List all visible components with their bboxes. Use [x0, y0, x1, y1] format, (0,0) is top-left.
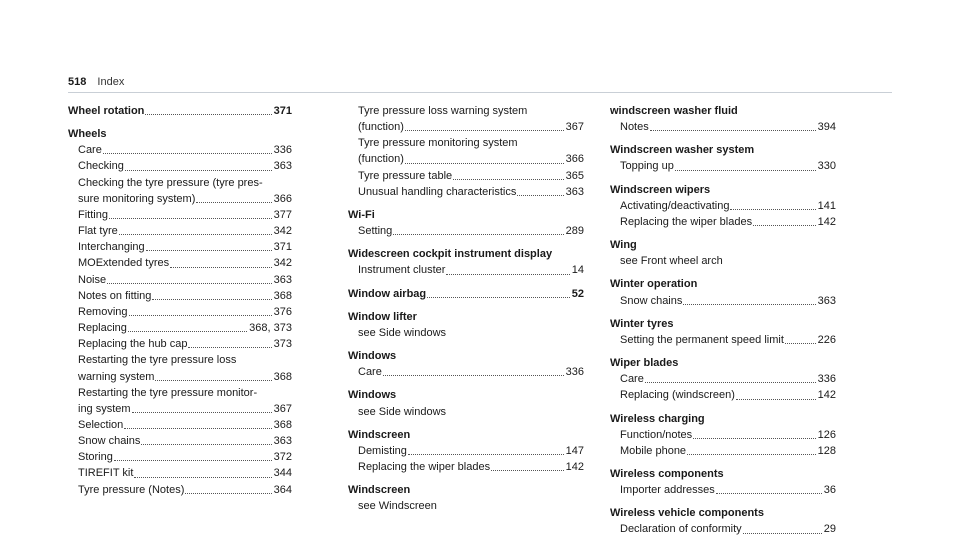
index-heading: Window lifter: [348, 310, 417, 323]
index-subentry[interactable]: TIREFIT kit 344: [78, 467, 292, 480]
index-heading[interactable]: Window airbag 52: [348, 287, 584, 300]
index-see-ref[interactable]: see Windscreen: [358, 500, 437, 513]
index-heading: Winter operation: [610, 278, 698, 291]
index-subentry[interactable]: Flat tyre 342: [78, 225, 292, 238]
index-subentry[interactable]: Snow chains 363: [620, 294, 836, 307]
index-subentry[interactable]: (function) 367: [358, 121, 584, 134]
index-heading: Windscreen: [348, 484, 411, 497]
index-subentry-line: Tyre pressure monitoring system: [358, 137, 518, 150]
page-ref: 371: [273, 105, 292, 117]
index-subentry[interactable]: Snow chains 363: [78, 435, 292, 448]
index-subentry[interactable]: Replacing the wiper blades 142: [358, 460, 584, 473]
index-column-1: [68, 103, 292, 498]
index-subentry[interactable]: Tyre pressure (Notes) 364: [78, 483, 292, 496]
page-number: 518: [68, 76, 87, 88]
index-heading: Wireless components: [610, 467, 724, 480]
header-divider: [68, 92, 892, 93]
index-subentry[interactable]: sure monitoring system) 366: [78, 192, 292, 205]
index-subentry[interactable]: Instrument cluster 14: [358, 264, 584, 277]
index-heading: Windscreen wipers: [610, 183, 711, 196]
index-subentry[interactable]: Replacing the hub cap 373: [78, 338, 292, 351]
index-subentry[interactable]: Mobile phone 128: [620, 444, 836, 457]
index-subentry[interactable]: Replacing (windscreen) 142: [620, 389, 836, 402]
index-heading: Windscreen: [348, 428, 411, 441]
index-subentry[interactable]: Checking 363: [78, 160, 292, 173]
index-subentry[interactable]: Demisting 147: [358, 444, 584, 457]
index-subentry-line: Tyre pressure loss warning system: [358, 105, 528, 117]
index-subentry[interactable]: Tyre pressure table 365: [358, 169, 584, 182]
index-subentry[interactable]: Importer addresses 36: [620, 484, 836, 497]
page-header: [68, 76, 124, 88]
index-subentry-line: Checking the tyre pressure (tyre pres-: [78, 176, 263, 189]
index-see-ref[interactable]: see Side windows: [358, 405, 447, 418]
index-subentry[interactable]: (function) 366: [358, 153, 584, 166]
index-see-ref[interactable]: see Front wheel arch: [620, 255, 723, 268]
index-heading: Windscreen washer system: [610, 144, 755, 157]
index-subentry[interactable]: Declaration of conformity 29: [620, 523, 836, 536]
index-heading: Wireless vehicle components: [610, 507, 764, 520]
index-subentry[interactable]: Activating/deactivating 141: [620, 199, 836, 212]
index-subentry[interactable]: Notes on fitting 368: [78, 289, 292, 302]
index-subentry[interactable]: ing system 367: [78, 402, 292, 415]
index-subentry[interactable]: Replacing the wiper blades 142: [620, 215, 836, 228]
index-subentry[interactable]: Removing 376: [78, 305, 292, 318]
index-subentry-line: Restarting the tyre pressure monitor-: [78, 386, 258, 399]
index-heading: Wireless charging: [610, 412, 705, 425]
index-subentry[interactable]: Care 336: [620, 373, 836, 386]
index-heading: Windows: [348, 350, 397, 363]
index-column-3: [610, 103, 836, 538]
index-subentry[interactable]: Setting the permanent speed limit 226: [620, 333, 836, 346]
index-heading: Widescreen cockpit instrument display: [348, 248, 553, 261]
index-subentry[interactable]: Noise 363: [78, 273, 292, 286]
index-see-ref[interactable]: see Side windows: [358, 326, 447, 339]
index-subentry[interactable]: Unusual handling characteristics 363: [358, 185, 584, 198]
index-heading: Winter tyres: [610, 317, 674, 330]
index-column-2: [348, 103, 584, 514]
section-title: Index: [97, 76, 125, 88]
index-heading: Wi-Fi: [348, 208, 375, 221]
index-subentry[interactable]: Care 336: [78, 144, 292, 157]
index-subentry[interactable]: Selection 368: [78, 418, 292, 431]
index-subentry-line: Restarting the tyre pressure loss: [78, 354, 237, 367]
index-subentry[interactable]: Interchanging 371: [78, 241, 292, 254]
index-subentry[interactable]: Topping up 330: [620, 160, 836, 173]
index-subentry[interactable]: Notes 394: [620, 121, 836, 134]
index-heading: Windows: [348, 389, 397, 402]
index-heading: Wheels: [68, 128, 107, 141]
index-subentry[interactable]: Replacing 368, 373: [78, 322, 292, 335]
index-subentry[interactable]: Setting 289: [358, 225, 584, 238]
index-subentry[interactable]: Function/notes 126: [620, 428, 836, 441]
index-heading[interactable]: Wheel rotation 371: [68, 103, 292, 119]
index-subentry[interactable]: Care 336: [358, 366, 584, 379]
index-heading: Wiper blades: [610, 357, 679, 370]
index-subentry[interactable]: Fitting 377: [78, 208, 292, 221]
index-subentry[interactable]: MOExtended tyres 342: [78, 257, 292, 270]
index-heading: Wing: [610, 239, 637, 252]
index-subentry[interactable]: Storing 372: [78, 451, 292, 464]
index-heading: windscreen washer fluid: [610, 105, 738, 117]
index-subentry[interactable]: warning system 368: [78, 370, 292, 383]
